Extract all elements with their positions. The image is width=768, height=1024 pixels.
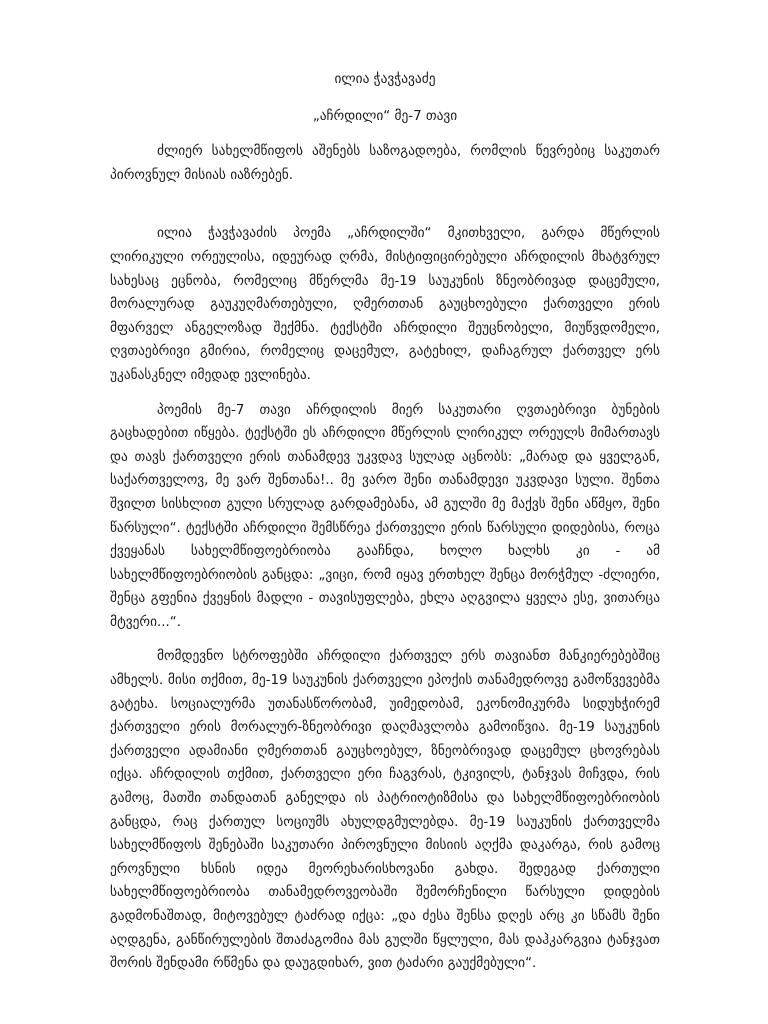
paragraph-1: ილია ჭავჭავაძის პოემა „აჩრდილში“ მკითხველი, გარდა მწერლის ლირიკული ორეულისა, იდეურად ღრმა, მისტიფიცირებული აჩრდილის მხატვრულ სახესაც ეცნობა, რომელიც მწერლმა მე-19 საუკუნის ზნეობრივად დაცემული, მორალურად გაუკუღმართებული, ღმერთთან გაუცხოებული ქართველი ერის მფარველ ანგელოზად შექმნა. ტექსტში აჩრდილი შეუცნობელი, მიუწვდომელი, ღვთაებრივი გმირია, რომელიც დაცემულ, გატეხილ, დაჩაგრულ ქართველ ერს უკანასკნელ იმედად ევლინება. bbox=[110, 226, 660, 383]
paragraph-3: მომდევნო სტროფებში აჩრდილი ქართველ ერს თავიანთ მანკიერებებშიც ამხელს. მისი თქმით, მე-19 საუკუნის ქართველი ეპოქის თანამედროვე გამოწვევებმა გატეხა. სოციალურმა უთანასწორობამ, უიმედობამ, ეკონომიკურმა სიდუხჭირემ ქართველი ერის მორალურ-ზნეობრივი დაღმავლობა გამოიწვია. მე-19 საუკუნის ქართველი ადამიანი ღმერთთან გაუცხოებულ, ზნეობრივად დაცემულ ცხოვრებას იქცა. აჩრდილის თქმით, ქართველი ერი ჩაგვრას, ტკივილს, ტანჯვას მიჩვდა, რის გამოც, მათში თანდათან განელდა ის პატრიოტიზმისა და სახელმწიფოებრიობის განცდა, რაც ქართულ სოციუმს ახულდგმულებდა. მე-19 საუკუნის ქართველმა სახელმწიფოს შენებაში საკუთარი პიროვნული მისიის აღქმა დაკარგა, რის გამოც ეროვნული ხსნის იდეა მეორეხარისხოვანი გახდა. შედეგად ქართული სახელმწიფოებრიობა თანამედროვეობაში შემორჩენილი წარსული დიდების გადმონაშთად, მიტოვებულ ტაძრად იქცა: „და ძესა შენსა დღეს არც კი სწამს შენი აღდგენა, განწირულების შთაძაგომია მას გულში წყლული, მას დაჰკარგვია ტანჯვათ შორის შენდამი რწმენა და დაუგდიხარ, ვით ტაძარი გაუქმებული“. bbox=[110, 649, 660, 972]
epigraph: ძლიერ სახელმწიფოს აშენებს საზოგადოება, რომლის წევრებიც საკუთარ პიროვნულ მისიას იაზრებენ. bbox=[110, 144, 660, 183]
document-subtitle: „აჩრდილი“ მე-7 თავი bbox=[312, 108, 458, 124]
document-page bbox=[110, 68, 660, 976]
document-author: ილია ჭავჭავაძე bbox=[334, 72, 436, 87]
paragraph-2: პოემის მე-7 თავი აჩრდილის მიერ საკუთარი ღვთაებრივი ბუნების გაცხადებით იწყება. ტექსტში ეს აჩრდილი მწერლის ლირიკულ ორეულს მიმართავს და თავს ქართველი ერის თანამდევ უკვდავ სულად აცნობს: „მარად და ყველგან, საქართველოვ, მე ვარ შენთანა!.. მე ვარო შენი თანამდევი უკვდავი სული. შენთა შვილთ სისხლით გული სრულად გარდამებანა, ამ გულში მე მაქვს შენი აწმყო, შენი წარსული“. ტექსტში აჩრდილი შემსწრეა ქართველი ერის წარსული დიდებისა, როცა ქვეყანას სახელმწიფოებრიობა გააჩნდა, ხოლო ხალხს კი - ამ სახელმწიფოებრიობის განცდა: „ვიცი, რომ იყავ ერთხელ შენცა მორჭმულ -ძლიერი, შენცა გფენია ქვეყნის მადლი - თავისუფლება, ეხლა აღგვილა ყველა ესე, ვითარცა მტვერი...“. bbox=[110, 402, 660, 630]
